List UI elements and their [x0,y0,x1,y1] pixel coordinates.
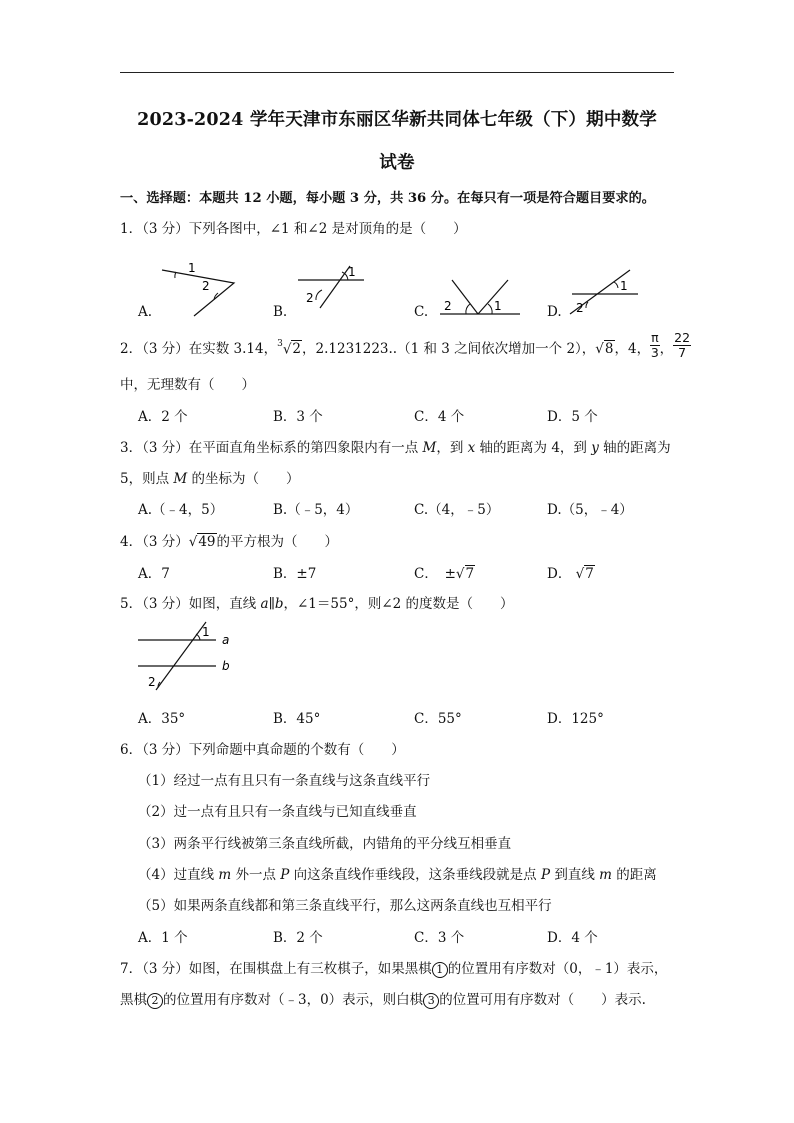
q5-option-a: A．35° [138,711,186,727]
question-7-line2: 黑棋 2 的位置用有序数对（﹣3，0）表示，则白棋 3 的位置可用有序数对（ ）表示. [120,992,646,1008]
q4-option-b: B．±7 [273,566,317,582]
svg-text:1: 1 [494,299,502,313]
svg-text:b: b [222,659,230,673]
question-3-stem: 3．（3 分）在平面直角坐标系的第四象限内有一点 M，到 x 轴的距离为 4，到 y 轴的距离为 [120,440,671,456]
q2-option-d: D．5 个 [547,409,598,425]
q3-option-d: D.（5，﹣4） [547,502,633,518]
question-1-stem: 1．（3 分）下列各图中，∠1 和∠2 是对顶角的是（ ） [120,221,467,237]
svg-text:2: 2 [444,299,452,313]
q3-option-b: B.（﹣5，4） [273,502,359,518]
q5-option-d: D．125° [547,711,604,727]
question-2-line2: 中，无理数有（ ） [120,377,255,393]
svg-text:2: 2 [306,291,314,305]
svg-text:a: a [222,633,230,647]
question-4-stem: 4．（3 分）√49的平方根为（ ） [120,534,339,550]
q3-option-a: A.（﹣4，5） [138,502,224,518]
q1-option-d: D. [547,304,562,320]
svg-text:2: 2 [576,301,584,315]
page-title-line2: 试卷 [379,153,415,173]
q6-statement-1: （1）经过一点有且只有一条直线与这条直线平行 [138,773,431,789]
q1-figure-a [158,260,238,324]
q5-figure [136,620,246,696]
svg-text:2: 2 [202,279,210,293]
q1-figure-b [292,262,372,316]
question-2-stem: 2．（3 分）在实数 3.14，$^3$√2，2.1231223..（1 和 3 之间依次增加一个 2），√8，4， $\frac{\pi}{3}$ ， $\frac{22}{7}$ [120,330,691,360]
q6-statement-3: （3）两条平行线被第三条直线所截，内错角的平分线互相垂直 [138,836,512,852]
svg-text:1: 1 [620,279,628,293]
q4-option-a: A．7 [138,566,170,582]
q1-option-b: B. [273,304,288,320]
q3-option-c: C.（4，﹣5） [414,502,500,518]
q6-statement-5: （5）如果两条直线都和第三条直线平行，那么这两条直线也互相平行 [138,898,552,914]
q5-option-c: C．55° [414,711,462,727]
question-3-line2: 5，则点 M 的坐标为（ ） [120,471,300,487]
question-7-stem: 7．（3 分）如图，在围棋盘上有三枚棋子，如果黑棋 1 的位置用有序数对（0，﹣1）表示， [120,961,668,977]
q2-option-c: C．4 个 [414,409,465,425]
q1-option-a: A. [138,304,153,320]
question-6-stem: 6．（3 分）下列命题中真命题的个数有（ ） [120,742,405,758]
q6-option-d: D．4 个 [547,930,598,946]
q1-figure-d [568,268,648,322]
q1-option-c: C. [414,304,429,320]
svg-text:1: 1 [188,261,196,275]
svg-text:1: 1 [348,265,356,279]
q5-option-b: B．45° [273,711,321,727]
q6-option-a: A．1 个 [138,930,188,946]
svg-text:1: 1 [202,625,210,639]
q1-figure-c [436,272,526,322]
q6-statement-2: （2）过一点有且只有一条直线与已知直线垂直 [138,804,417,820]
q6-option-b: B．2 个 [273,930,323,946]
header-rule [120,72,674,73]
page-title: 2023-2024 学年天津市东丽区华新共同体七年级（下）期中数学 [137,110,657,130]
q6-statement-4: （4）过直线 m 外一点 P 向这条直线作垂线段，这条垂线段就是点 P 到直线 m 的距离 [138,867,657,883]
q6-option-c: C．3 个 [414,930,465,946]
svg-text:2: 2 [148,675,156,689]
q2-option-b: B．3 个 [273,409,323,425]
q2-option-a: A．2 个 [138,409,188,425]
q4-option-c: C． ±√7 [414,566,475,582]
question-5-stem: 5．（3 分）如图，直线 a∥b，∠1＝55°，则∠2 的度数是（ ） [120,596,514,612]
section-heading: 一、选择题：本题共 12 小题，每小题 3 分，共 36 分。在每只有一项是符合题目要求的。 [120,191,655,206]
q4-option-d: D． √7 [547,566,594,582]
